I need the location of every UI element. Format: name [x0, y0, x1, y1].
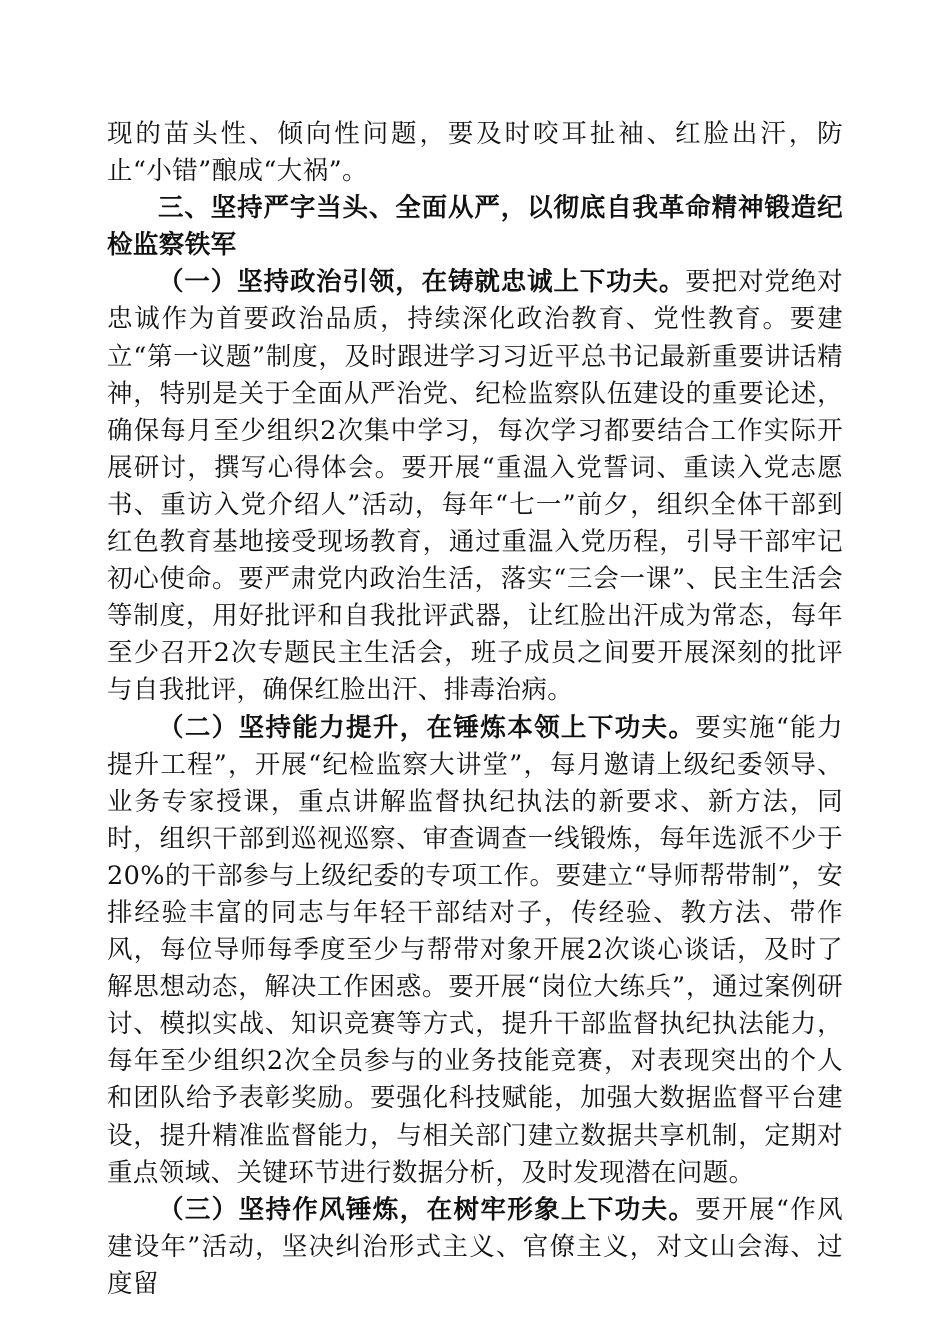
document-page: [107, 116, 843, 1303]
subsection-1-paragraph: [107, 264, 843, 709]
paragraph-continuation: 现的苗头性、倾向性问题，要及时咬耳扯袖、红脸出汗，防止“小错”酿成“大祸”。: [107, 119, 843, 187]
subsection-2-body: 要实施“能力提升工程”，开展“纪检监察大讲堂”，每月邀请上级纪委领导、业务专家授课，重点讲解监督执纪执法的新要求、新方法，同时，组织干部到巡视巡察、审查调查一线锻炼，每年选派不少于20%的干部参与上级纪委的专项工作。要建立“导师帮带制”，安排经验丰富的同志与年轻干部结对子，传经验、教方法、带作风，每位导师每季度至少与帮带对象开展2次谈心谈话，及时了解思想动态，解决工作困惑。要开展“岗位大练兵”，通过案例研讨、模拟实战、知识竞赛等方式，提升干部监督执纪执法能力，每年至少组织2次全员参与的业务技能竞赛，对表现突出的个人和团队给予表彰奖励。要强化科技赋能，加强大数据监督平台建设，提升精准监督能力，与相关部门建立数据共享机制，定期对重点领域、关键环节进行数据分析，及时发现潜在问题。: [107, 712, 843, 1188]
subsection-2-paragraph: [107, 710, 843, 1192]
subsection-1-title: （一）坚持政治引领，在铸就忠诚上下功夫。: [158, 267, 686, 298]
section-heading: 三、坚持严字当头、全面从严，以彻底自我革命精神锻造纪检监察铁军: [107, 193, 843, 261]
subsection-3-title: （三）坚持作风锤炼，在树牢形象上下功夫。: [158, 1194, 696, 1225]
subsection-3-paragraph: [107, 1192, 843, 1303]
subsection-2-title: （二）坚持能力提升，在锤炼本领上下功夫。: [158, 712, 696, 743]
subsection-3-body: 要开展“作风建设年”活动，坚决纠治形式主义、官僚主义，对文山会海、过度留: [107, 1194, 843, 1299]
subsection-1-body: 要把对党绝对忠诚作为首要政治品质，持续深化政治教育、党性教育。要建立“第一议题”制度，及时跟进学习习近平总书记最新重要讲话精神，特别是关于全面从严治党、纪检监察队伍建设的重要论述，确保每月至少组织2次集中学习，每次学习都要结合工作实际开展研讨，撰写心得体会。要开展“重温入党誓词、重读入党志愿书、重访入党介绍人”活动，每年“七一”前夕，组织全体干部到红色教育基地接受现场教育，通过重温入党历程，引导干部牢记初心使命。要严肃党内政治生活，落实“三会一课”、民主生活会等制度，用好批评和自我批评武器，让红脸出汗成为常态，每年至少召开2次专题民主生活会，班子成员之间要开展深刻的批评与自我批评，确保红脸出汗、排毒治病。: [107, 267, 843, 706]
